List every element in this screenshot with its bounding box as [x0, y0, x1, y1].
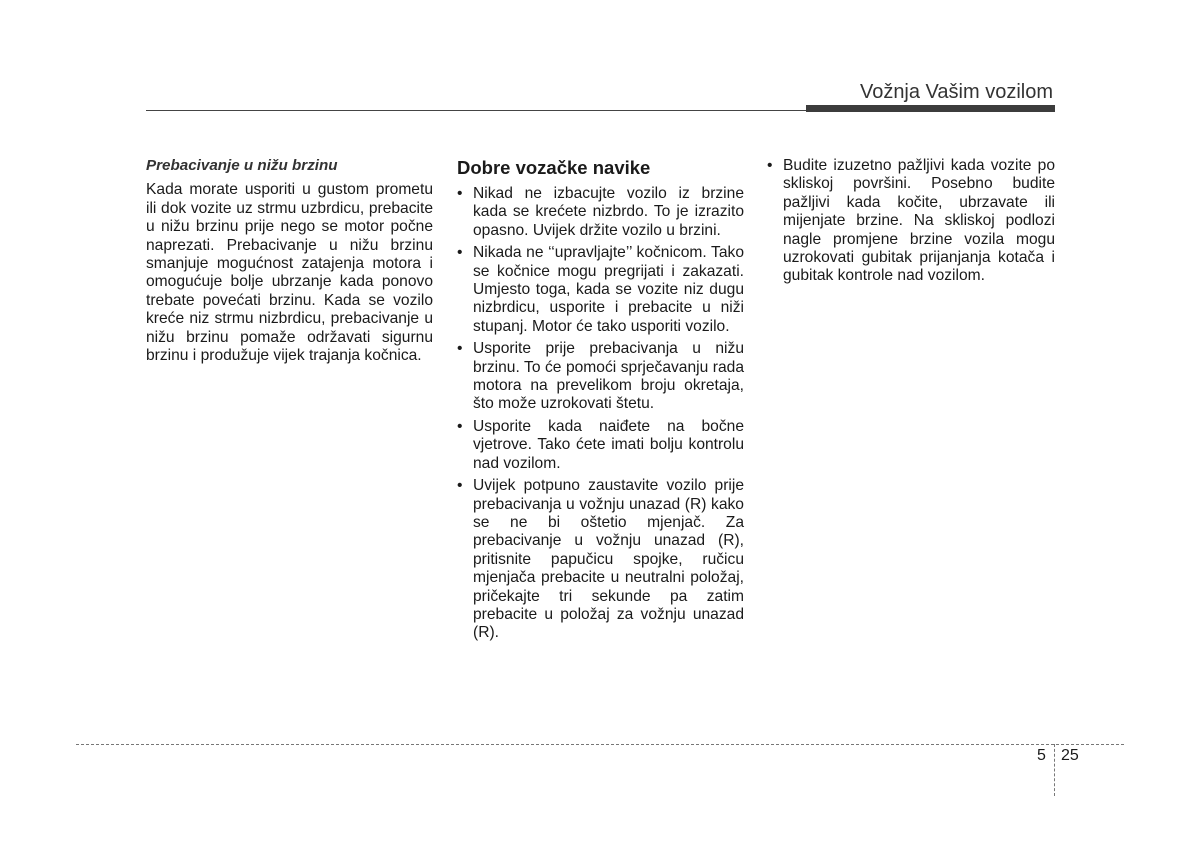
list-item [457, 340, 744, 414]
list-item [457, 477, 744, 643]
list-item-text: Usporite kada naiđete na bočne vjetrove. Tako ćete imati bolju kontrolu nad vozilom. [473, 417, 744, 472]
bullet-marker: • [457, 417, 463, 435]
bullet-marker: • [767, 157, 773, 174]
footer-rule [76, 744, 1124, 745]
header-rule-thin [146, 110, 806, 111]
column-middle [457, 157, 744, 647]
footer-divider [1054, 744, 1055, 796]
bullet-marker: • [457, 477, 463, 495]
chapter-number: 5 [1037, 747, 1046, 764]
bullet-marker: • [457, 340, 463, 358]
page-header-title: Vožnja Vašim vozilom [859, 81, 1053, 103]
page-number: 25 [1061, 747, 1079, 764]
list-item-text: Nikada ne ‘‘upravljajte’’ kočnicom. Tako se kočnice mogu pregrijati i zakazati. Umjesto toga, kada se vozite niz dugu nizbrdicu, usporite i prebacite u niži stupanj. Motor će tako usporiti vozilo. [473, 244, 744, 335]
list-item-text: Nikad ne izbacujte vozilo iz brzine kada se krećete nizbrdo. To je izrazito opasno. Uvijek držite vozilo u brzini. [473, 185, 744, 239]
column-right [767, 157, 1055, 290]
column-left [146, 157, 433, 365]
section-title: Dobre vozačke navike [457, 157, 651, 178]
list-item [457, 185, 744, 240]
section-subheading: Prebacivanje u nižu brzinu [146, 157, 338, 174]
list-item-text: Usporite prije prebacivanja u nižu brzinu. To će pomoći sprječavanju rada motora na prevelikom broju okretaja, što može uzrokovati štetu. [473, 340, 744, 413]
header-rule-thick [806, 105, 1055, 112]
bullet-marker: • [457, 244, 463, 262]
list-item-text: Budite izuzetno pažljivi kada vozite po skliskoj površini. Posebno budite pažljivi kada kočite, ubrzavate ili mijenjate brzine. Na skliskoj podlozi nagle promjene brzine vozila mogu uzrokovati gubitak prijanjanja kotača i gubitak kontrole nad vozilom. [783, 157, 1055, 285]
bullet-list [457, 185, 744, 643]
list-item-text: Uvijek potpuno zaustavite vozilo prije prebacivanja u vožnju unazad (R) kako se ne bi oštetio mjenjač. Za prebacivanje u vožnju unazad (R), pritisnite papučicu spojke, ručicu mjenjača prebacite u neutralni položaj, pričekajte tri sekunde pa zatim prebacite u položaj za vožnju unazad (R). [473, 477, 744, 642]
bullet-marker: • [457, 185, 463, 202]
list-item [767, 157, 1055, 286]
list-item [457, 418, 744, 473]
bullet-list [767, 157, 1055, 286]
list-item [457, 244, 744, 336]
body-paragraph: Kada morate usporiti u gustom prometu ili dok vozite uz strmu uzbrdicu, prebacite u nižu brzinu prije nego se motor počne naprezati. Prebacivanje u nižu brzinu smanjuje mogućnost zatajenja motora i omogućuje bolje ubrzanje kada ponovo trebate povećati brzinu. Kada se vozilo kreće niz strmu nizbrdicu, prebacivanje u nižu brzinu pomaže održavati sigurnu brzinu i produžuje vijek trajanja kočnica. [146, 181, 433, 365]
